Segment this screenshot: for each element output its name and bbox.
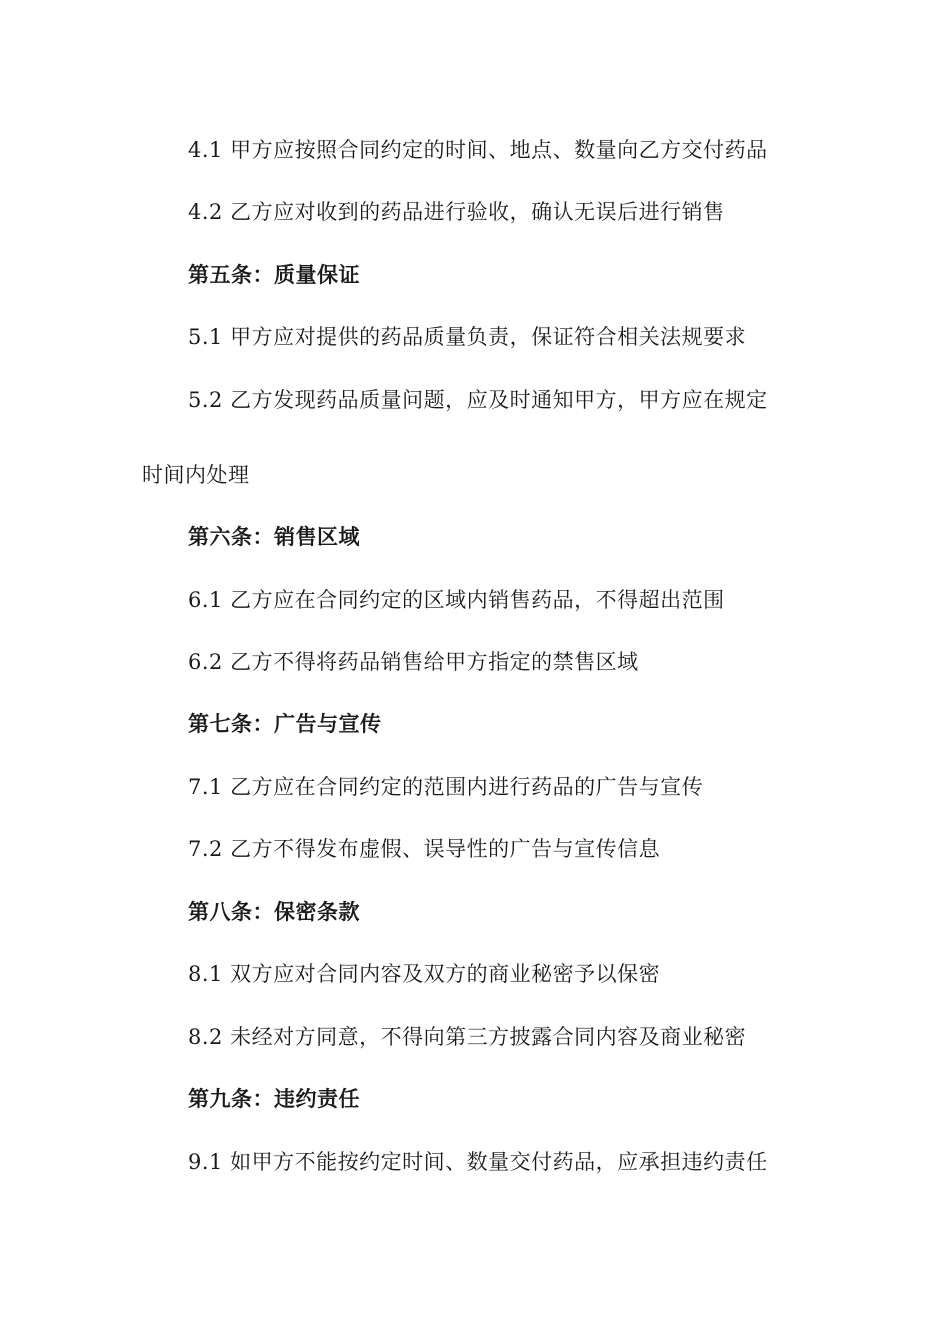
clause-9-1: 9.1 如甲方不能按约定时间、数量交付药品，应承担违约责任 [188, 1150, 768, 1174]
clause-6-2: 6.2 乙方不得将药品销售给甲方指定的禁售区域 [188, 650, 639, 674]
clause-7-1: 7.1 乙方应在合同约定的范围内进行药品的广告与宣传 [188, 775, 704, 799]
clause-6-1: 6.1 乙方应在合同约定的区域内销售药品，不得超出范围 [188, 588, 725, 612]
clause-4-2: 4.2 乙方应对收到的药品进行验收，确认无误后进行销售 [188, 200, 725, 224]
article-5-heading: 第五条：质量保证 [188, 263, 360, 287]
article-6-heading: 第六条：销售区域 [188, 525, 360, 549]
clause-5-2-continuation: 时间内处理 [142, 463, 250, 487]
clause-7-2: 7.2 乙方不得发布虚假、误导性的广告与宣传信息 [188, 837, 661, 861]
article-7-heading: 第七条：广告与宣传 [188, 712, 382, 736]
clause-5-2: 5.2 乙方发现药品质量问题，应及时通知甲方，甲方应在规定 [188, 388, 768, 412]
clause-8-1: 8.1 双方应对合同内容及双方的商业秘密予以保密 [188, 962, 661, 986]
clause-4-1: 4.1 甲方应按照合同约定的时间、地点、数量向乙方交付药品 [188, 138, 768, 162]
clause-5-1: 5.1 甲方应对提供的药品质量负责，保证符合相关法规要求 [188, 325, 747, 349]
clause-8-2: 8.2 未经对方同意，不得向第三方披露合同内容及商业秘密 [188, 1025, 747, 1049]
article-8-heading: 第八条：保密条款 [188, 900, 360, 924]
article-9-heading: 第九条：违约责任 [188, 1087, 360, 1111]
